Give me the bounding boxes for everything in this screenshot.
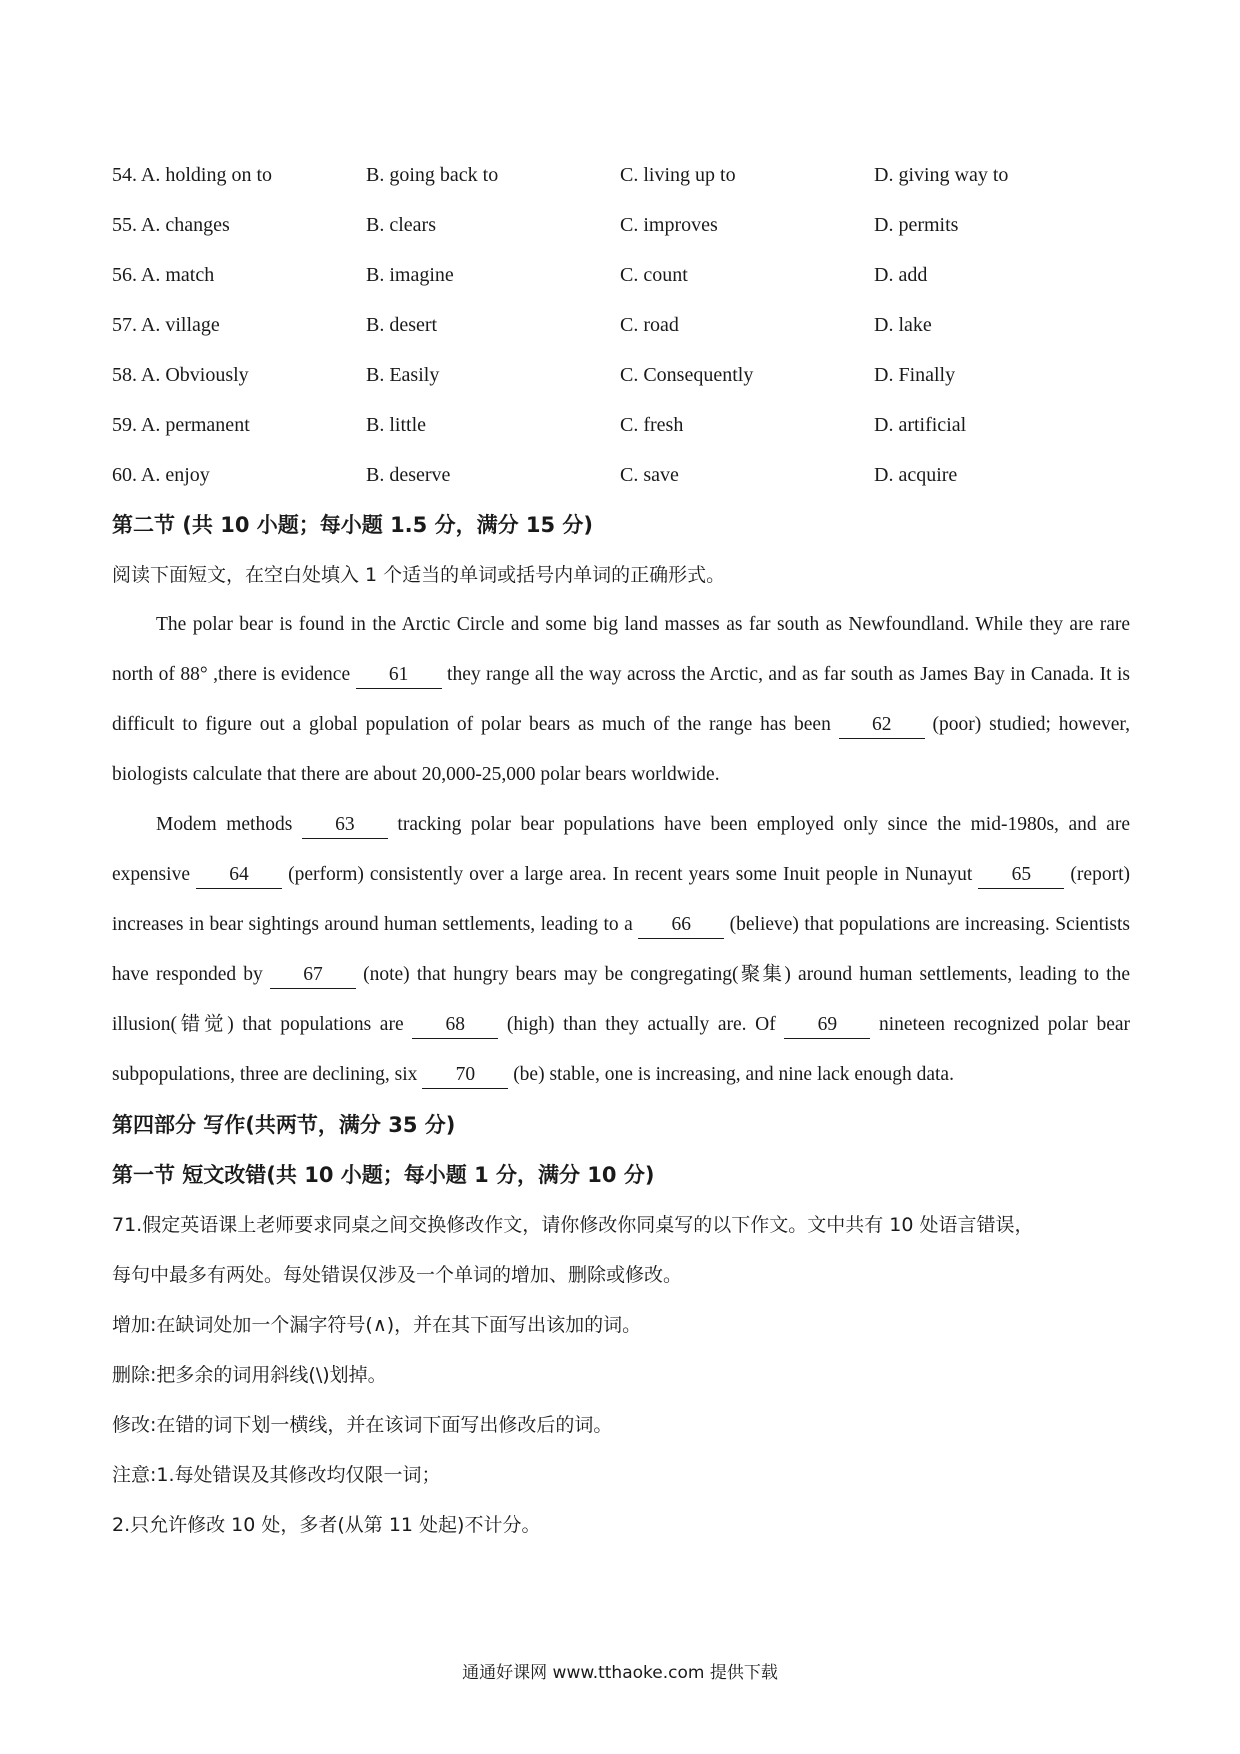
option-c: C. living up to [620,163,736,186]
option-d: D. artificial [874,413,967,436]
blank-69: 69 [784,1012,870,1039]
section2-heading: 第二节 (共 10 小题；每小题 1.5 分，满分 15 分) [112,513,594,537]
passage-text: nineteen recognized polar bear subpopulations, three are declining, six [112,1014,1130,1085]
option-d: D. add [874,263,928,286]
section1-heading: 第一节 短文改错(共 10 小题；每小题 1 分，满分 10 分) [112,1163,655,1187]
option-row-60 [112,450,1130,500]
passage-text: Modem methods [156,814,302,835]
option-a: 56. A. match [112,263,215,286]
option-b: B. little [366,413,426,436]
blank-68: 68 [412,1012,498,1039]
note-2: 2.只允许修改 10 处，多者(从第 11 处起)不计分。 [112,1514,541,1536]
blank-63: 63 [302,812,388,839]
option-a: 60. A. enjoy [112,463,210,486]
rule-add: 增加:在缺词处加一个漏字符号(∧)，并在其下面写出该加的词。 [112,1314,642,1336]
passage-text: The polar bear is found in the Arctic Circle and some big land masses as far south as Newfoundland. While they are rare north of 88° ,there is evidence [112,614,1130,685]
option-b: B. desert [366,313,438,336]
passage-text: (perform) consistently over a large area. In recent years some Inuit people in Nunayut [282,864,979,885]
footer-watermark: 通通好课网 www.tthaoke.com 提供下载 [462,1663,778,1683]
option-row-59 [112,400,1130,450]
option-row-56 [112,250,1130,300]
page-content [112,150,1130,1550]
option-a: 58. A. Obviously [112,363,249,386]
passage-text: (believe) that populations are increasing. Scientists have responded by [112,914,1130,985]
option-d: D. Finally [874,363,956,386]
passage-paragraph-1 [112,600,1130,800]
blank-65: 65 [978,862,1064,889]
passage-text: (note) that hungry bears may be congregating(聚集) around human settlements, leading to the illusion(错觉) that populations are [112,964,1130,1035]
rule-delete: 删除:把多余的词用斜线(\)划掉。 [112,1364,387,1386]
option-b: B. Easily [366,363,440,386]
option-d: D. permits [874,213,959,236]
option-row-55 [112,200,1130,250]
option-c: C. road [620,313,679,336]
option-c: C. fresh [620,413,684,436]
q71-instruction-line2: 每句中最多有两处。每处错误仅涉及一个单词的增加、删除或修改。 [112,1264,683,1286]
blank-70: 70 [422,1062,508,1089]
option-b: B. clears [366,213,436,236]
rule-modify: 修改:在错的词下划一横线，并在该词下面写出修改后的词。 [112,1414,613,1436]
blank-64: 64 [196,862,282,889]
option-b: B. deserve [366,463,451,486]
option-c: C. count [620,263,688,286]
option-row-57 [112,300,1130,350]
blank-61: 61 [356,662,442,689]
option-c: C. improves [620,213,718,236]
blank-67: 67 [270,962,356,989]
passage-text: (high) than they actually are. Of [498,1014,785,1035]
passage-text: they range all the way across the Arctic, and as far south as James Bay in Canada. It is difficult to figure out a global population of polar bears as much of the range has been [112,664,1131,735]
passage-text: (report) increases in bear sightings around human settlements, leading to a [112,864,1130,935]
options-list [112,150,1130,500]
option-a: 59. A. permanent [112,413,250,436]
blank-62: 62 [839,712,925,739]
passage-paragraph-2 [112,800,1130,1100]
option-c: C. save [620,463,679,486]
passage-text: tracking polar bear populations have been employed only since the mid-1980s, and are expensive [112,814,1130,885]
option-c: C. Consequently [620,363,754,386]
option-a: 55. A. changes [112,213,230,236]
option-b: B. imagine [366,263,454,286]
option-row-54 [112,150,1130,200]
option-a: 54. A. holding on to [112,163,273,186]
passage-text: (poor) studied; however, biologists calculate that there are about 20,000-25,000 polar bears worldwide. [112,714,1130,785]
option-b: B. going back to [366,163,499,186]
q71-instruction-line1: 71.假定英语课上老师要求同桌之间交换修改作文，请你修改你同桌写的以下作文。文中共有 10 处语言错误， [112,1214,1034,1236]
option-d: D. giving way to [874,163,1009,186]
option-d: D. acquire [874,463,958,486]
note-1: 注意:1.每处错误及其修改均仅限一词； [112,1464,441,1486]
part4-heading: 第四部分 写作(共两节，满分 35 分) [112,1113,456,1137]
section2-instruction: 阅读下面短文，在空白处填入 1 个适当的单词或括号内单词的正确形式。 [112,564,726,586]
passage-text: (be) stable, one is increasing, and nine lack enough data. [508,1064,954,1085]
option-a: 57. A. village [112,313,220,336]
option-d: D. lake [874,313,932,336]
option-row-58 [112,350,1130,400]
blank-66: 66 [638,912,724,939]
